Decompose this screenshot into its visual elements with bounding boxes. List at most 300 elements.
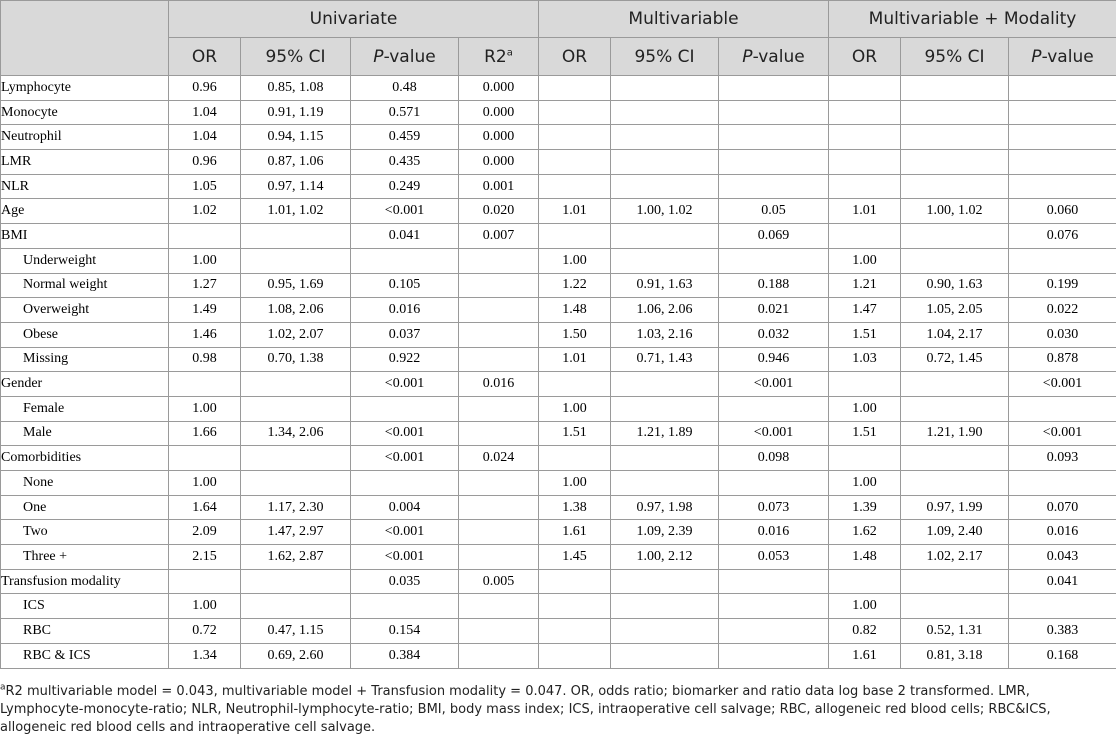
- cell-multi-p: <0.001: [719, 372, 829, 397]
- cell-multi-ci: 1.21, 1.89: [611, 421, 719, 446]
- cell-uni-ci: 0.91, 1.19: [241, 100, 351, 125]
- cell-mod-ci: 0.90, 1.63: [901, 273, 1009, 298]
- row-label: Underweight: [1, 248, 169, 273]
- cell-mod-p: [1009, 150, 1116, 175]
- cell-mod-p: 0.383: [1009, 619, 1116, 644]
- cell-multi-ci: [611, 76, 719, 101]
- cell-uni-or: 1.05: [169, 174, 241, 199]
- cell-uni-r2: [459, 322, 539, 347]
- header-group-row: [1, 1, 1116, 38]
- cell-uni-p: 0.035: [351, 569, 459, 594]
- cell-multi-or: [539, 643, 611, 668]
- table-row: [1, 594, 1116, 619]
- cell-uni-r2: 0.000: [459, 76, 539, 101]
- cell-mod-or: 0.82: [829, 619, 901, 644]
- cell-multi-ci: [611, 446, 719, 471]
- cell-mod-p: 0.030: [1009, 322, 1116, 347]
- cell-uni-r2: [459, 248, 539, 273]
- cell-multi-or: 1.01: [539, 199, 611, 224]
- cell-multi-or: [539, 224, 611, 249]
- cell-uni-r2: 0.020: [459, 199, 539, 224]
- cell-uni-p: <0.001: [351, 545, 459, 570]
- cell-mod-p: 0.016: [1009, 520, 1116, 545]
- cell-mod-p: 0.878: [1009, 347, 1116, 372]
- cell-mod-or: [829, 125, 901, 150]
- cell-uni-or: 1.00: [169, 396, 241, 421]
- cell-multi-or: 1.38: [539, 495, 611, 520]
- cell-uni-r2: [459, 471, 539, 496]
- cell-mod-or: 1.00: [829, 396, 901, 421]
- cell-mod-p: 0.022: [1009, 298, 1116, 323]
- cell-multi-p: 0.032: [719, 322, 829, 347]
- cell-multi-or: [539, 372, 611, 397]
- cell-multi-ci: [611, 248, 719, 273]
- cell-uni-or: 1.64: [169, 495, 241, 520]
- cell-mod-ci: [901, 569, 1009, 594]
- table-row: [1, 125, 1116, 150]
- col-uni-or: OR: [169, 38, 241, 76]
- cell-uni-or: 1.02: [169, 199, 241, 224]
- p-letter: P: [1031, 46, 1042, 67]
- cell-uni-p: <0.001: [351, 199, 459, 224]
- col-uni-p: [351, 38, 459, 76]
- cell-uni-p: 0.435: [351, 150, 459, 175]
- header-corner: [1, 1, 169, 76]
- cell-uni-ci: [241, 248, 351, 273]
- cell-multi-p: [719, 471, 829, 496]
- cell-uni-or: 1.00: [169, 248, 241, 273]
- cell-uni-r2: [459, 298, 539, 323]
- cell-mod-or: 1.21: [829, 273, 901, 298]
- cell-multi-or: [539, 76, 611, 101]
- cell-uni-ci: 0.97, 1.14: [241, 174, 351, 199]
- cell-mod-ci: [901, 125, 1009, 150]
- col-multi-ci: 95% CI: [611, 38, 719, 76]
- cell-uni-p: 0.037: [351, 322, 459, 347]
- row-label: Lymphocyte: [1, 76, 169, 101]
- cell-multi-p: [719, 594, 829, 619]
- cell-multi-p: 0.069: [719, 224, 829, 249]
- cell-mod-ci: [901, 594, 1009, 619]
- cell-multi-ci: 0.91, 1.63: [611, 273, 719, 298]
- cell-uni-ci: [241, 569, 351, 594]
- cell-multi-p: 0.073: [719, 495, 829, 520]
- cell-mod-ci: [901, 150, 1009, 175]
- col-mod-p: [1009, 38, 1116, 76]
- cell-mod-or: 1.62: [829, 520, 901, 545]
- cell-uni-p: [351, 248, 459, 273]
- cell-multi-ci: 0.97, 1.98: [611, 495, 719, 520]
- cell-mod-or: 1.00: [829, 471, 901, 496]
- cell-uni-r2: [459, 421, 539, 446]
- cell-uni-or: 1.00: [169, 594, 241, 619]
- group-multivariable: Multivariable: [539, 1, 829, 38]
- cell-uni-r2: 0.000: [459, 150, 539, 175]
- row-label: LMR: [1, 150, 169, 175]
- cell-uni-p: [351, 594, 459, 619]
- cell-multi-p: 0.098: [719, 446, 829, 471]
- table-footnote: [0, 683, 1116, 737]
- cell-uni-p: 0.459: [351, 125, 459, 150]
- cell-multi-ci: 0.71, 1.43: [611, 347, 719, 372]
- col-mod-ci: 95% CI: [901, 38, 1009, 76]
- cell-multi-p: [719, 174, 829, 199]
- table-row: [1, 569, 1116, 594]
- cell-multi-or: [539, 594, 611, 619]
- table-row: [1, 224, 1116, 249]
- cell-mod-p: 0.093: [1009, 446, 1116, 471]
- cell-mod-or: 1.39: [829, 495, 901, 520]
- cell-multi-ci: 1.00, 2.12: [611, 545, 719, 570]
- cell-multi-ci: 1.00, 1.02: [611, 199, 719, 224]
- cell-uni-ci: 0.87, 1.06: [241, 150, 351, 175]
- cell-multi-or: 1.50: [539, 322, 611, 347]
- row-label: Obese: [1, 322, 169, 347]
- row-label: NLR: [1, 174, 169, 199]
- cell-mod-p: [1009, 174, 1116, 199]
- cell-uni-r2: [459, 643, 539, 668]
- cell-multi-ci: [611, 396, 719, 421]
- cell-mod-or: [829, 174, 901, 199]
- cell-uni-ci: 0.85, 1.08: [241, 76, 351, 101]
- cell-uni-ci: 0.69, 2.60: [241, 643, 351, 668]
- cell-uni-or: [169, 224, 241, 249]
- cell-uni-r2: 0.005: [459, 569, 539, 594]
- table-row: [1, 347, 1116, 372]
- cell-uni-p: 0.48: [351, 76, 459, 101]
- cell-uni-p: 0.249: [351, 174, 459, 199]
- table-row: [1, 76, 1116, 101]
- table-row: [1, 643, 1116, 668]
- row-label: Two: [1, 520, 169, 545]
- cell-uni-or: 1.66: [169, 421, 241, 446]
- cell-uni-ci: 1.02, 2.07: [241, 322, 351, 347]
- cell-uni-ci: 1.34, 2.06: [241, 421, 351, 446]
- cell-mod-ci: 0.97, 1.99: [901, 495, 1009, 520]
- cell-uni-p: 0.041: [351, 224, 459, 249]
- cell-multi-or: [539, 150, 611, 175]
- table-row: [1, 248, 1116, 273]
- cell-multi-ci: [611, 594, 719, 619]
- cell-mod-or: [829, 76, 901, 101]
- cell-multi-p: [719, 619, 829, 644]
- col-multi-p: [719, 38, 829, 76]
- cell-mod-p: [1009, 248, 1116, 273]
- cell-multi-or: [539, 569, 611, 594]
- cell-mod-ci: 0.72, 1.45: [901, 347, 1009, 372]
- cell-uni-or: 0.96: [169, 76, 241, 101]
- cell-mod-or: 1.51: [829, 421, 901, 446]
- cell-multi-ci: [611, 125, 719, 150]
- cell-uni-p: <0.001: [351, 421, 459, 446]
- cell-uni-p: 0.571: [351, 100, 459, 125]
- p-suffix: -value: [752, 46, 805, 67]
- cell-uni-r2: [459, 520, 539, 545]
- cell-uni-ci: 0.47, 1.15: [241, 619, 351, 644]
- cell-mod-or: 1.48: [829, 545, 901, 570]
- cell-multi-p: 0.021: [719, 298, 829, 323]
- cell-mod-p: [1009, 100, 1116, 125]
- cell-uni-or: 1.46: [169, 322, 241, 347]
- col-mod-or: OR: [829, 38, 901, 76]
- group-univariate: Univariate: [169, 1, 539, 38]
- cell-uni-r2: [459, 594, 539, 619]
- cell-multi-p: [719, 100, 829, 125]
- col-uni-ci: 95% CI: [241, 38, 351, 76]
- cell-mod-ci: [901, 224, 1009, 249]
- row-label: Age: [1, 199, 169, 224]
- cell-mod-or: 1.00: [829, 248, 901, 273]
- table-row: [1, 273, 1116, 298]
- cell-uni-ci: [241, 594, 351, 619]
- cell-mod-ci: [901, 372, 1009, 397]
- p-suffix: -value: [1041, 46, 1094, 67]
- cell-mod-p: 0.041: [1009, 569, 1116, 594]
- cell-uni-or: 2.15: [169, 545, 241, 570]
- cell-mod-or: 1.61: [829, 643, 901, 668]
- cell-uni-or: 1.00: [169, 471, 241, 496]
- cell-uni-ci: 1.47, 2.97: [241, 520, 351, 545]
- table-row: [1, 421, 1116, 446]
- table-row: [1, 298, 1116, 323]
- cell-multi-p: <0.001: [719, 421, 829, 446]
- cell-mod-ci: [901, 446, 1009, 471]
- table-row: [1, 174, 1116, 199]
- cell-mod-or: [829, 100, 901, 125]
- cell-uni-p: 0.105: [351, 273, 459, 298]
- p-suffix: -value: [383, 46, 436, 67]
- cell-mod-p: <0.001: [1009, 421, 1116, 446]
- cell-uni-p: <0.001: [351, 520, 459, 545]
- cell-uni-r2: [459, 347, 539, 372]
- row-label: None: [1, 471, 169, 496]
- cell-uni-ci: 0.70, 1.38: [241, 347, 351, 372]
- cell-uni-or: [169, 446, 241, 471]
- cell-multi-or: 1.00: [539, 248, 611, 273]
- cell-uni-p: 0.004: [351, 495, 459, 520]
- cell-multi-p: 0.053: [719, 545, 829, 570]
- cell-mod-p: [1009, 396, 1116, 421]
- cell-uni-ci: 1.62, 2.87: [241, 545, 351, 570]
- cell-multi-ci: [611, 569, 719, 594]
- table-row: [1, 372, 1116, 397]
- cell-mod-ci: 1.02, 2.17: [901, 545, 1009, 570]
- cell-mod-or: 1.00: [829, 594, 901, 619]
- cell-uni-p: 0.016: [351, 298, 459, 323]
- row-label: Neutrophil: [1, 125, 169, 150]
- cell-multi-p: 0.188: [719, 273, 829, 298]
- cell-multi-p: [719, 643, 829, 668]
- table-row: [1, 471, 1116, 496]
- table-row: [1, 446, 1116, 471]
- table-row: [1, 619, 1116, 644]
- table-body: [1, 76, 1116, 669]
- cell-uni-ci: 1.08, 2.06: [241, 298, 351, 323]
- cell-uni-ci: 0.95, 1.69: [241, 273, 351, 298]
- cell-mod-or: 1.51: [829, 322, 901, 347]
- cell-mod-p: 0.043: [1009, 545, 1116, 570]
- cell-uni-r2: 0.007: [459, 224, 539, 249]
- table-row: [1, 100, 1116, 125]
- cell-multi-or: 1.01: [539, 347, 611, 372]
- cell-multi-or: [539, 619, 611, 644]
- cell-mod-or: 1.03: [829, 347, 901, 372]
- cell-multi-ci: [611, 174, 719, 199]
- cell-mod-ci: [901, 76, 1009, 101]
- row-label: Missing: [1, 347, 169, 372]
- row-label: Transfusion modality: [1, 569, 169, 594]
- p-letter: P: [742, 46, 753, 67]
- cell-multi-p: 0.946: [719, 347, 829, 372]
- cell-multi-or: 1.61: [539, 520, 611, 545]
- cell-multi-ci: [611, 372, 719, 397]
- cell-multi-p: [719, 396, 829, 421]
- cell-mod-ci: 1.21, 1.90: [901, 421, 1009, 446]
- cell-mod-ci: 0.81, 3.18: [901, 643, 1009, 668]
- table-row: [1, 495, 1116, 520]
- cell-uni-ci: [241, 224, 351, 249]
- footnote-text: R2 multivariable model = 0.043, multivariable model + Transfusion modality = 0.047. OR, odds ratio; biomarker and ratio data log base 2 transformed. LMR, Lymphocyte-monocyte-ratio; NLR, Neutrophil-lymphocyte-ratio; BMI, body mass index; ICS, intraoperative cell salvage; RBC, allogeneic red blood cells; RBC&ICS, allogeneic red blood cells and intraoperative cell salvage.: [0, 684, 1051, 735]
- cell-multi-or: [539, 100, 611, 125]
- cell-multi-p: 0.016: [719, 520, 829, 545]
- cell-uni-or: 0.72: [169, 619, 241, 644]
- col-multi-or: OR: [539, 38, 611, 76]
- cell-mod-p: <0.001: [1009, 372, 1116, 397]
- cell-uni-r2: [459, 619, 539, 644]
- cell-mod-or: [829, 224, 901, 249]
- cell-multi-p: [719, 569, 829, 594]
- cell-mod-ci: 1.00, 1.02: [901, 199, 1009, 224]
- cell-uni-p: <0.001: [351, 372, 459, 397]
- row-label: Female: [1, 396, 169, 421]
- cell-multi-or: 1.22: [539, 273, 611, 298]
- table-row: [1, 150, 1116, 175]
- cell-uni-or: [169, 372, 241, 397]
- cell-uni-r2: 0.024: [459, 446, 539, 471]
- footnote-marker: a: [0, 682, 6, 693]
- cell-multi-ci: [611, 643, 719, 668]
- cell-multi-ci: [611, 619, 719, 644]
- table-row: [1, 396, 1116, 421]
- r2-label: R2: [484, 46, 507, 67]
- row-label: Male: [1, 421, 169, 446]
- cell-mod-p: [1009, 125, 1116, 150]
- cell-uni-or: [169, 569, 241, 594]
- cell-multi-or: 1.00: [539, 471, 611, 496]
- cell-uni-ci: 1.17, 2.30: [241, 495, 351, 520]
- table-header: [1, 1, 1116, 76]
- cell-multi-ci: [611, 150, 719, 175]
- cell-uni-p: [351, 396, 459, 421]
- cell-multi-or: 1.48: [539, 298, 611, 323]
- cell-mod-p: 0.060: [1009, 199, 1116, 224]
- cell-mod-ci: 1.04, 2.17: [901, 322, 1009, 347]
- cell-mod-p: [1009, 76, 1116, 101]
- cell-uni-or: 1.49: [169, 298, 241, 323]
- cell-uni-ci: [241, 396, 351, 421]
- cell-mod-or: [829, 150, 901, 175]
- cell-mod-or: [829, 569, 901, 594]
- cell-uni-p: 0.154: [351, 619, 459, 644]
- cell-uni-or: 1.27: [169, 273, 241, 298]
- cell-uni-ci: [241, 471, 351, 496]
- cell-mod-ci: [901, 396, 1009, 421]
- col-uni-r2: [459, 38, 539, 76]
- cell-multi-p: [719, 248, 829, 273]
- cell-mod-p: 0.076: [1009, 224, 1116, 249]
- row-label: ICS: [1, 594, 169, 619]
- cell-uni-or: 2.09: [169, 520, 241, 545]
- cell-uni-or: 0.98: [169, 347, 241, 372]
- cell-multi-ci: 1.03, 2.16: [611, 322, 719, 347]
- cell-uni-or: 0.96: [169, 150, 241, 175]
- r2-footnote-marker: a: [506, 46, 513, 58]
- cell-multi-or: [539, 125, 611, 150]
- cell-uni-r2: 0.000: [459, 125, 539, 150]
- cell-uni-r2: [459, 545, 539, 570]
- row-label: RBC & ICS: [1, 643, 169, 668]
- cell-uni-r2: 0.001: [459, 174, 539, 199]
- row-label: One: [1, 495, 169, 520]
- cell-multi-ci: [611, 100, 719, 125]
- cell-multi-or: 1.51: [539, 421, 611, 446]
- cell-uni-p: 0.384: [351, 643, 459, 668]
- cell-uni-or: 1.34: [169, 643, 241, 668]
- cell-uni-r2: [459, 495, 539, 520]
- cell-uni-ci: [241, 446, 351, 471]
- cell-uni-r2: [459, 273, 539, 298]
- cell-mod-ci: 0.52, 1.31: [901, 619, 1009, 644]
- cell-multi-ci: 1.09, 2.39: [611, 520, 719, 545]
- cell-mod-ci: 1.09, 2.40: [901, 520, 1009, 545]
- cell-multi-or: [539, 446, 611, 471]
- cell-mod-p: 0.168: [1009, 643, 1116, 668]
- cell-uni-p: 0.922: [351, 347, 459, 372]
- cell-multi-ci: 1.06, 2.06: [611, 298, 719, 323]
- cell-multi-or: [539, 174, 611, 199]
- row-label: Gender: [1, 372, 169, 397]
- cell-uni-r2: 0.016: [459, 372, 539, 397]
- cell-mod-p: [1009, 594, 1116, 619]
- cell-multi-ci: [611, 471, 719, 496]
- table-row: [1, 322, 1116, 347]
- cell-mod-ci: [901, 100, 1009, 125]
- cell-mod-ci: [901, 471, 1009, 496]
- cell-uni-r2: 0.000: [459, 100, 539, 125]
- group-multivariable-modality: Multivariable + Modality: [829, 1, 1116, 38]
- cell-mod-or: [829, 372, 901, 397]
- cell-mod-ci: 1.05, 2.05: [901, 298, 1009, 323]
- table-row: [1, 545, 1116, 570]
- cell-uni-or: 1.04: [169, 125, 241, 150]
- cell-multi-p: [719, 76, 829, 101]
- p-letter: P: [373, 46, 384, 67]
- cell-uni-r2: [459, 396, 539, 421]
- row-label: Monocyte: [1, 100, 169, 125]
- row-label: Normal weight: [1, 273, 169, 298]
- cell-mod-p: [1009, 471, 1116, 496]
- cell-uni-ci: 0.94, 1.15: [241, 125, 351, 150]
- table-row: [1, 199, 1116, 224]
- row-label: Three +: [1, 545, 169, 570]
- cell-mod-or: 1.47: [829, 298, 901, 323]
- cell-mod-ci: [901, 174, 1009, 199]
- cell-uni-p: [351, 471, 459, 496]
- cell-mod-or: [829, 446, 901, 471]
- cell-mod-or: 1.01: [829, 199, 901, 224]
- header-column-row: [1, 38, 1116, 76]
- row-label: RBC: [1, 619, 169, 644]
